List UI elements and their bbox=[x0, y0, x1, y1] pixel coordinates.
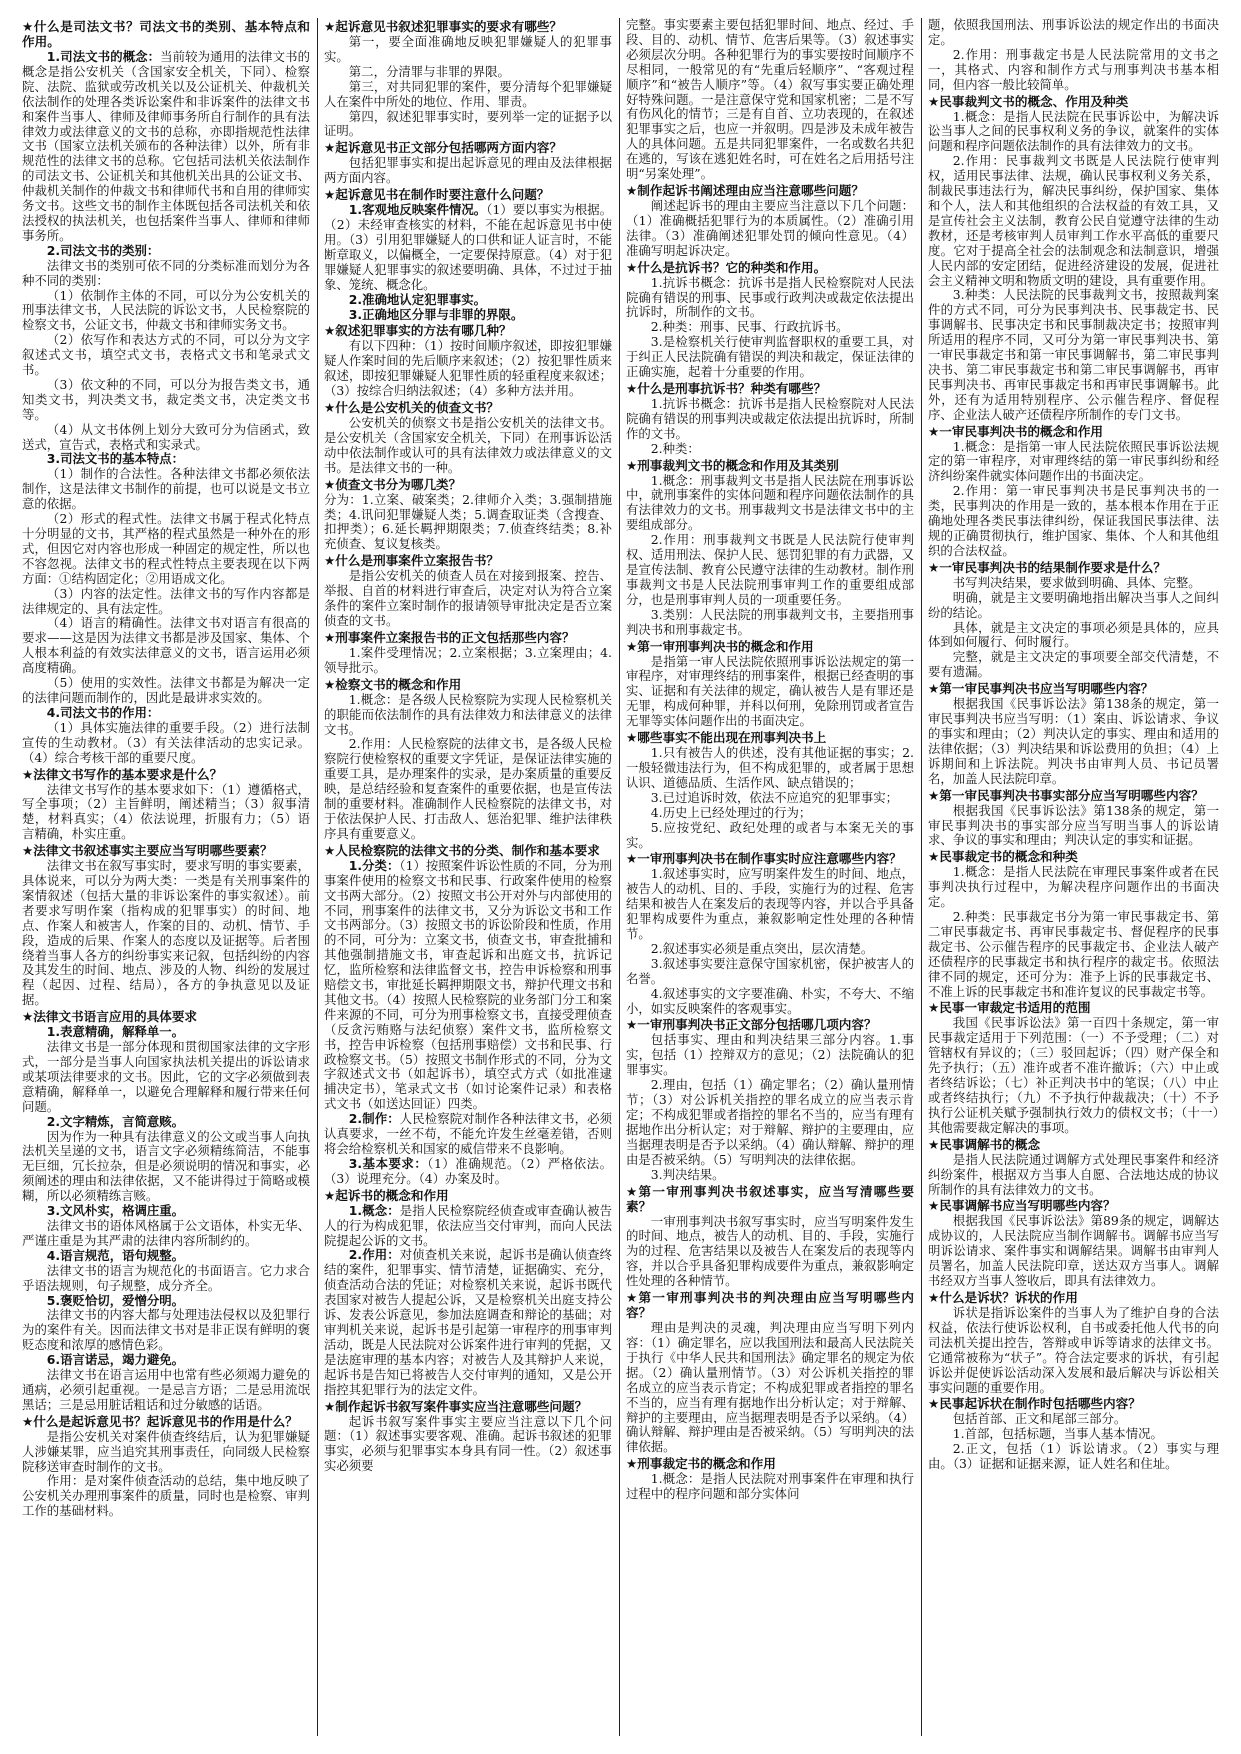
paragraph-text: （3）内容的法定性。法律文书的写作内容都是法律规定的、具有法定性。 bbox=[22, 585, 310, 616]
paragraph-text: 根据我国《民事诉讼法》第138条的规定，第一审民事判决书应当写明：（1）案由、诉讼请求、争议的事实和理由；（2）判决认定的事实、理由和适用的法律依据；（3）判决结果和诉讼费用的负担；（4）上诉期间和上诉法院。判决书由审判人员、书记员署名，加盖人民法院印章。 bbox=[928, 696, 1219, 786]
paragraph-text: 理由是判决的灵魂，判决理由应当写明下列内容：（1）确定罪名，应以我国刑法和最高人民法院关于执行《中华人民共和国刑法》确定罪名的规定为依据。（2）确认量刑情节。（3）对公诉机关指控的罪名成立的应当表示肯定；不构成犯罪或者指控的罪名不当的，应当有理有据地作出分析认定；对于辩解、辩护的主要理由，应当据理表明是否予以采纳。（4）确认辩解、辩护理由是否被采纳。（5）写明判决的法律依据。 bbox=[626, 1320, 914, 1455]
paragraph bbox=[22, 1204, 310, 1219]
heading-text: ★什么是抗诉书？它的种类和作用。 bbox=[626, 259, 827, 275]
paragraph bbox=[928, 804, 1219, 849]
paragraph bbox=[22, 1264, 310, 1294]
heading-text: ★叙述犯罪事实的方法有哪几种？ bbox=[324, 323, 512, 339]
paragraph-text: 明确，就是主文要明确地指出解决当事人之间纠纷的结论。 bbox=[928, 589, 1219, 620]
paragraph-text: （2）形式的程式性。法律文书属于程式化特点十分明显的文书，其严格的程式虽然是一种外在的形式，但因它对内容也形成一种固定的规定性，所以也不容忽视。法律文书的程式性特点主要表现在以下两方面：①结构固定化；②用语成文化。 bbox=[22, 511, 310, 586]
paragraph bbox=[22, 467, 310, 512]
paragraph-text: 人民检察院对制作各种法律文书，必须认真要求，一丝不苟，不能允许发生丝毫差错，否则将会给检察机关和国家的威信带来不良影响。 bbox=[324, 1111, 612, 1156]
heading-text: ★起诉意见书在制作时要注意什么问题？ bbox=[324, 187, 550, 203]
paragraph-text: （1）具体实施法律的重要手段。（2）进行法制宣传的生动教材。（3）有关法律活动的忠实记录。（4）综合考核干部的重要尺度。 bbox=[22, 719, 310, 765]
section-heading bbox=[324, 140, 612, 155]
paragraph-text: （3）依文种的不同，可以分为报告类文书，通知类文书，判决类文书，裁定类文书，决定类文书等。 bbox=[22, 376, 310, 422]
section-heading bbox=[626, 381, 914, 396]
paragraph-text: 3.种类：人民法院的民事裁判文书，按照裁判案件的方式不同，可分为民事判决书、民事裁定书、民事调解书、民事决定书和民事制裁决定书；按照审判所适用的程序不同，又可分为第一审民事判决书、第一审民事裁定书和第一审民事调解书，第二审民事判决书、第二审民事裁定书和第二审民事调解书，再审民事判决书、再审民事裁定书和再审民事调解书。此外，还有为适用特别程序、公示催告程序、督促程序、企业法人破产还债程序所制作的专门文书。 bbox=[928, 287, 1219, 422]
paragraph-text: 包括犯罪事实和提出起诉意见的理由及法律根据两方面内容。 bbox=[324, 155, 612, 186]
paragraph-text: 2.叙述事实必须是重点突出，层次清楚。 bbox=[650, 940, 874, 956]
paragraph-text: 2.作用：第一审民事判决书是民事判决书的一类，民事判决的作用是一致的，基本根本作用在于正确地处理各类民事法律纠纷，保证我国民事法律、法规的正确贯彻执行，维护国家、集体、个人和其他组织的合法权益。 bbox=[928, 483, 1219, 558]
paragraph bbox=[324, 1415, 612, 1475]
column-divider bbox=[317, 18, 318, 1736]
paragraph bbox=[626, 867, 914, 942]
paragraph bbox=[22, 1025, 310, 1040]
heading-text: ★法律文书写作的基本要求是什么？ bbox=[22, 766, 223, 782]
paragraph-text: 2.种类：刑事、民事、行政抗诉书。 bbox=[650, 319, 849, 335]
paragraph bbox=[22, 1130, 310, 1205]
paragraph bbox=[324, 737, 612, 841]
heading-text: ★什么是诉状？诉状的作用 bbox=[928, 1289, 1078, 1305]
paragraph-text: 包括事实、理由和判决结果三部分内容。1.事实，包括（1）控辩双方的意见；（2）法院确认的犯罪事实。 bbox=[626, 1032, 914, 1078]
heading-text: ★法律文书语言应用的具体要求 bbox=[22, 1009, 198, 1025]
paragraph bbox=[626, 1321, 914, 1455]
paragraph-text: 1.首部，包括标题，当事人基本情况。 bbox=[952, 1426, 1163, 1442]
paragraph bbox=[626, 608, 914, 638]
paragraph bbox=[928, 18, 1219, 48]
heading-text: ★民事裁定书的概念和种类 bbox=[928, 849, 1078, 865]
paragraph-text: （4）从文书体例上划分大致可分为信函式，致送式，宣告式，表格式和实录式。 bbox=[22, 421, 310, 452]
subheading: 1.概念： bbox=[348, 1202, 400, 1218]
heading-text: ★一审刑事判决书正文部分包括哪几项内容？ bbox=[626, 1017, 877, 1033]
paragraph bbox=[928, 576, 1219, 591]
paragraph-text: 3.类别：人民法院的刑事裁判文书，主要指刑事判决书和刑事裁定书。 bbox=[626, 606, 914, 637]
paragraph bbox=[324, 493, 612, 553]
paragraph-text: （5）使用的实效性。法律文书都是为解决一定的法律问题而制作的，因此是最讲求实效的。 bbox=[22, 675, 310, 705]
paragraph bbox=[928, 1412, 1219, 1427]
paragraph-text: 法律文书的语体风格属于公文语体，朴实无华、严谨庄重是为其严肃的法律内容所制约的。 bbox=[22, 1217, 310, 1248]
section-heading bbox=[626, 730, 914, 745]
paragraph bbox=[22, 1308, 310, 1353]
paragraph-text: 3.已过追诉时效，依法不应追究的犯罪事实； bbox=[650, 789, 899, 805]
paragraph bbox=[626, 1472, 914, 1502]
heading-text: ★起诉意见书正文部分包括哪两方面内容？ bbox=[324, 140, 562, 156]
paragraph-text: 2.种类： bbox=[650, 440, 700, 456]
paragraph-text: 1.概念：是指人民法院在民事诉讼中，为解决诉讼当事人之间的民事权利义务的争议，就案件的实体问题和程序问题依法制作的具有法律效力的文书。 bbox=[928, 108, 1219, 154]
subheading: 2.作用： bbox=[348, 1247, 400, 1263]
paragraph-text: 根据我国《民事诉讼法》第138条的规定，第一审民事判决书的事实部分应当写明当事人的诉讼请求、争议的事实和理由；判决认定的事实和证据。 bbox=[928, 802, 1219, 848]
paragraph bbox=[324, 416, 612, 476]
heading-text: ★起诉书的概念和作用 bbox=[324, 1187, 449, 1203]
section-heading bbox=[928, 560, 1219, 575]
paragraph-text: 第二，分清罪与非罪的界限。 bbox=[348, 63, 510, 79]
paragraph bbox=[22, 244, 310, 259]
paragraph-text: 是指人民法院通过调解方式处理民事案件和经济纠纷案件，根据双方当事人自愿、合法地达成的协议所制作的具有法律效力的文书。 bbox=[928, 1151, 1219, 1197]
paragraph bbox=[22, 706, 310, 721]
paragraph bbox=[626, 474, 914, 534]
section-heading bbox=[324, 400, 612, 415]
section-heading bbox=[928, 681, 1219, 696]
paragraph bbox=[324, 1204, 612, 1249]
paragraph-text: 法律文书是一部分体现和贯彻国家法律的文字形式，一部分是当事人向国家执法机关提出的诉讼请求或某项法律要求的文书。因此，它的文字必须做到表意精确，解释单一，以避免合理解释和履行带来任何问题。 bbox=[22, 1039, 310, 1114]
paragraph-text: 3.叙述事实要注意保守国家机密，保护被害人的名誉。 bbox=[626, 955, 914, 986]
paragraph-text: （2）依写作和表达方式的不同，可以分为文字叙述式文书，填空式文书，表格式文书和笔录式文书。 bbox=[22, 332, 310, 378]
paragraph bbox=[22, 333, 310, 378]
paragraph-text: 法律文书的内容大都与处理违法侵权以及犯罪行为的案件有关。因而法律文书对是非正误有鲜明的褒贬态度和浓厚的感情色彩。 bbox=[22, 1307, 310, 1353]
paragraph-text: 2.作用：刑事裁判文书既是人民法院行使审判权、适用刑法、保护人民、惩罚犯罪的有力武器，又是宣传法制、教育公民遵守法律的生动教材。制作刑事裁判文书是人民法院刑事审判工作的重要组成部分，也是刑事审判人员的一项重要任务。 bbox=[626, 532, 914, 607]
paragraph-text: 起诉书叙写案件事实主要应当注意以下几个问题：（1）叙述事实要客观、准确。起诉书叙述的犯罪事实，必须与犯罪事实本身具有同一性。（2）叙述事实必须要 bbox=[324, 1413, 612, 1474]
paragraph-text: （1）制作的合法性。各种法律文书都必须依法制作，这是法律文书制作的前提，也可以说是文书立意的依据。 bbox=[22, 466, 310, 512]
paragraph bbox=[626, 397, 914, 442]
subheading: 3.基本要求： bbox=[348, 1155, 428, 1171]
section-heading bbox=[22, 1009, 310, 1024]
paragraph bbox=[22, 616, 310, 676]
paragraph bbox=[928, 288, 1219, 422]
paragraph-text: 1.抗诉书概念：抗诉书是指人民检察院对人民法院确有错误的刑事判决或裁定依法提出抗诉时，所制作的文书。 bbox=[626, 395, 914, 441]
section-heading bbox=[626, 851, 914, 866]
paragraph-text: 2.作用：民事裁判文书既是人民法院行使审判权，适用民事法律、法规，确认民事权利义务关系，制裁民事违法行为，解决民事纠纷，保护国家、集体和个人，法人和其他组织的合法权益的有效工具，又是宣传社会主义法制，教育公民自觉遵守法律的生动教材，还是考核审判人员审判工作水平高低的重要尺度。它对于提高全社会的法制观念和法制意识，增强人民内部的安定团结，促进经济建设的发展，促进社会主义精神文明和物质文明的建设，具有重要作用。 bbox=[928, 153, 1219, 288]
column-divider bbox=[619, 18, 620, 1736]
paragraph-text: （1）准确规范。（2）严格依法。（3）说理充分。（4）办案及时。 bbox=[324, 1155, 612, 1186]
subheading: 2.制作： bbox=[348, 1111, 400, 1127]
column-divider bbox=[921, 18, 922, 1736]
paragraph bbox=[626, 18, 914, 182]
heading-text: ★制作起诉书叙写案件事实应当注意哪些问题？ bbox=[324, 1398, 588, 1414]
heading-text: ★民事裁判文书的概念、作用及种类 bbox=[928, 93, 1129, 109]
section-heading bbox=[324, 477, 612, 492]
column-3 bbox=[626, 18, 914, 1736]
paragraph bbox=[324, 693, 612, 738]
paragraph bbox=[22, 1353, 310, 1368]
paragraph bbox=[626, 791, 914, 806]
heading-text: ★起诉意见书叙述犯罪事实的要求有哪些？ bbox=[324, 19, 562, 34]
paragraph-text: 因为作为一种具有法律意义的公文或当事人向执法机关呈递的文书，语言文字必须精练简洁，不能事无巨细，冗长拉杂，但是必须说明的情况和事实，必须阐述的理由和法律依据，又不能讲得过于简略或模糊，所以必须精练言赅。 bbox=[22, 1128, 310, 1204]
paragraph bbox=[324, 65, 612, 80]
section-heading bbox=[324, 553, 612, 568]
section-heading bbox=[324, 630, 612, 645]
paragraph bbox=[928, 110, 1219, 155]
paragraph-text: 是指第一审人民法院依照刑事诉讼法规定的第一审程序，对审理终结的刑事案件，根据已经查明的事实、证据和有关法律的规定，确认被告人是有罪还是无罪，构成何种罪，并科以何刑，免除刑罚或者宣告无罪等实体问题作出的书面决定。 bbox=[626, 653, 914, 729]
paragraph-text: 3.判决结果。 bbox=[650, 1166, 725, 1182]
column-1 bbox=[22, 18, 310, 1736]
paragraph bbox=[324, 569, 612, 629]
paragraph bbox=[22, 1430, 310, 1475]
paragraph-text: 2.种类：民事裁定书分为第一审民事裁定书、第二审民事裁定书、再审民事裁定书、督促程序的民事裁定书、公示催告程序的民事裁定书、企业法人破产还债程序的民事裁定书和执行程序的裁定书。依照法律不同的规定，还可分为：准予上诉的民事裁定书、不准上诉的民事裁定书和准许复议的民事裁定书等。 bbox=[928, 909, 1219, 999]
subheading: 2.司法文书的类别： bbox=[46, 242, 160, 258]
paragraph-text: （1）依制作主体的不同，可以分为公安机关的刑事法律文书，人民法院的诉讼文书，人民检察院的检察文书，公证文书，仲裁文书和律师实务文书。 bbox=[22, 287, 310, 333]
paragraph-text: 法律文书的类别可依不同的分类标准而划分为各种不同的类别： bbox=[22, 257, 310, 288]
heading-text: ★民事调解书的概念 bbox=[928, 1136, 1041, 1152]
paragraph-text: 1.抗诉书概念：抗诉书是指人民检察院对人民法院确有错误的刑事、民事或行政判决或裁定依法提出抗诉时，所制作的文书。 bbox=[626, 274, 914, 320]
heading-text: ★什么是公安机关的侦查文书？ bbox=[324, 400, 500, 416]
paragraph-text: （1）要以事实为根据。（2）未经审查核实的材料，不能在起诉意见书中使用。（3）引用犯罪嫌疑人的口供和证人证言时，不能断章取义，以偏概全，一定要保持原意。（4）对于犯罪嫌疑人犯罪事实的叙述要明确、具体，不过过于抽象、笼统、概念化。 bbox=[324, 202, 612, 292]
heading-text: ★民事起诉状在制作时包括哪些内容？ bbox=[928, 1396, 1141, 1412]
heading-text: ★什么是司法文书？司法文书的类别、基本特点和作用。 bbox=[22, 19, 310, 49]
section-heading bbox=[22, 767, 310, 782]
paragraph bbox=[928, 1153, 1219, 1198]
paragraph bbox=[22, 676, 310, 706]
paragraph-text: 1.概念：是各级人民检察院为实现人民检察机关的职能而依法制作的具有法律效力和法律意义的法律文书。 bbox=[324, 691, 612, 737]
subheading: 1.表意精确，解释单一。 bbox=[46, 1024, 185, 1040]
section-heading bbox=[324, 843, 612, 858]
paragraph-text: 4.叙述事实的文字要准确、朴实，不夸大、不缩小，如实反映案件的客观事实。 bbox=[626, 985, 914, 1016]
paragraph bbox=[22, 1368, 310, 1413]
paragraph-text: 法律文书的语言为规范化的书面语言。它力求合乎语法规则，句子规整，成分齐全。 bbox=[22, 1262, 310, 1293]
heading-text: ★第一审民事判决书事实部分应当写明哪些内容？ bbox=[928, 787, 1204, 803]
paragraph bbox=[22, 1040, 310, 1115]
paragraph-text: 法律文书在语言运用中也常有些必须竭力避免的通病，必须引起重视。一是忌言方语；二是忌用流氓黑话；三是忌用脏话粗话和过分敏感的话语。 bbox=[22, 1367, 310, 1412]
paragraph bbox=[626, 1078, 914, 1167]
section-heading bbox=[22, 19, 310, 49]
paragraph-text: 第一，要全面准确地反映犯罪嫌疑人的犯罪事实。 bbox=[324, 34, 612, 64]
paragraph bbox=[324, 1248, 612, 1397]
paragraph-text: 包括首部、正文和尾部三部分。 bbox=[952, 1411, 1127, 1427]
heading-text: ★检察文书的概念和作用 bbox=[324, 676, 462, 692]
paragraph bbox=[928, 440, 1219, 485]
paragraph bbox=[22, 721, 310, 766]
paragraph-text: 1.概念：是指第一审人民法院依照民事诉讼法规定的第一审程序，对审理终结的第一审民事纠纷和经济纠纷案件就实体问题作出的书面决定。 bbox=[928, 438, 1219, 484]
paragraph-text: 有以下四种：（1）按时间顺序叙述，即按犯罪嫌疑人作案时间的先后顺序来叙述；（2）按犯罪性质来叙述，即按犯罪嫌疑人犯罪性质的轻重程度来叙述；（3）按综合归纳法叙述；（4）多种方法并用。 bbox=[324, 338, 612, 399]
paragraph-text: 完整，就是主文决定的事项要全部交代清楚，不要有遗漏。 bbox=[928, 649, 1219, 680]
paragraph bbox=[626, 746, 914, 791]
paragraph-text: 1.案件受理情况；2.立案根据；3.立案理由；4.领导批示。 bbox=[324, 644, 612, 675]
paragraph bbox=[928, 621, 1219, 651]
paragraph bbox=[324, 646, 612, 676]
heading-text: ★一审民事判决书的结果制作要求是什么？ bbox=[928, 559, 1166, 575]
paragraph-text: 1.概念：是指人民法院对刑事案件在审理和执行过程中的程序问题和部分实体问 bbox=[626, 1471, 914, 1502]
paragraph-text: 公安机关的侦察文书是指公安机关的法律文书。是公安机关（含国家安全机关，下同）在刑事诉讼活动中依法制作或认可的具有法律效力或法律意义的文书。是法律文书的一种。 bbox=[324, 415, 612, 475]
paragraph bbox=[626, 806, 914, 821]
paragraph bbox=[626, 1168, 914, 1183]
heading-text: ★刑事裁定书的概念和作用 bbox=[626, 1456, 776, 1472]
section-heading bbox=[324, 677, 612, 692]
subheading: 3.文风朴实，格调庄重。 bbox=[46, 1203, 185, 1219]
subheading: 3.司法文书的基本特点： bbox=[46, 451, 185, 467]
paragraph bbox=[928, 591, 1219, 621]
paragraph-text: 2.理由，包括（1）确定罪名；（2）确认量刑情节；（3）对公诉机关指控的罪名成立的应当表示肯定；不构成犯罪或者指控的罪名不当的，应当有理有据地作出分析认定；对于辩解、辩护的主要理由，应当据理表明是否予以采纳。（4）确认辩解、辩护的理由是否被采纳。（5）写明判决的法律依据。 bbox=[626, 1077, 914, 1167]
paragraph bbox=[626, 276, 914, 321]
heading-text: ★民事一审裁定书适用的范围 bbox=[928, 1000, 1091, 1016]
paragraph bbox=[324, 80, 612, 110]
section-heading bbox=[626, 1017, 914, 1032]
paragraph bbox=[626, 320, 914, 335]
section-heading bbox=[928, 849, 1219, 864]
paragraph-text: 完整。事实要素主要包括犯罪时间、地点、经过、手段、目的、动机、情节、危害后果等。（3）叙述事实必须层次分明。各种犯罪行为的事实要按时间顺序不尽相同，一般常见的有“先重后轻顺序”、“客观过程顺序”和“被告人顺序”等。（4）叙写事实要正确处理好特殊问题。一是注意保守党和国家机密；二是不写有伤风化的情节；三是有自首、立功表现的，在叙述犯罪事实之后，也应一并叙明。四是涉及未成年被告人的具体问题。五是共同犯罪案件，一名或数名共犯在逃的，写该在逃犯姓名时，可在姓名之后用括号注明“另案处理”。 bbox=[626, 18, 914, 182]
paragraph-text: 分为：1.立案、破案类；2.律师介入类；3.强制措施类；4.讯问犯罪嫌疑人类；5.调查取证类（含搜查、扣押类）；6.延长羁押期限类；7.侦查终结类；8.补充侦查、复议复核类。 bbox=[324, 491, 612, 552]
paragraph bbox=[626, 199, 914, 259]
heading-text: ★刑事裁判文书的概念和作用及其类别 bbox=[626, 457, 839, 473]
section-heading bbox=[626, 183, 914, 198]
section-heading bbox=[928, 788, 1219, 803]
heading-text: ★刑事案件立案报告书的正文包括那些内容？ bbox=[324, 629, 575, 645]
paragraph bbox=[626, 821, 914, 851]
section-heading bbox=[626, 1184, 914, 1214]
paragraph-text: 作用：是对案件侦查活动的总结，集中地反映了公安机关办理刑事案件的质量，同时也是检察、审判工作的基础材料。 bbox=[22, 1473, 310, 1519]
section-heading bbox=[928, 1198, 1219, 1213]
paragraph bbox=[928, 48, 1219, 93]
subheading: 1.客观地反映案件情况。 bbox=[348, 202, 487, 218]
paragraph bbox=[626, 533, 914, 608]
paragraph-text: 根据我国《民事诉讼法》第89条的规定，调解达成协议的，人民法院应当制作调解书。调解书应当写明诉讼请求、案件事实和调解结果。调解书由审判人员署名，加盖人民法院印章，送达双方当事人。调解书经双方当事人签收后，即具有法律效力。 bbox=[928, 1213, 1219, 1289]
paragraph bbox=[928, 1016, 1219, 1135]
heading-text: ★法律文书叙述事实主要应当写明哪些要素？ bbox=[22, 843, 273, 859]
paragraph bbox=[928, 1214, 1219, 1289]
paragraph bbox=[626, 442, 914, 457]
paragraph-text: 第三，对共同犯罪的案件，要分清每个犯罪嫌疑人在案件中所处的地位、作用、罪责。 bbox=[324, 78, 612, 109]
paragraph-text: 法律文书在叙写事实时，要求写明的事实要素，具体说来，可以分为两大类：一类是有关刑事案件的案情叙述（包括大量的非诉讼案件的事实叙述）。前者要求写明作案（指构成的犯罪事实）的时间、地点、作案人和被害人，作案的目的、动机、情节、手段，造成的后果、作案人的态度以及证据等。后者围绕着当事人各方的纠纷事实来记叙，包括纠纷的内容及其发生的时间、地点、涉及的人物、纠纷的发展过程（起因、过程、结局），各方的争执意见以及证据。 bbox=[22, 858, 310, 1008]
subheading: 6.语言诺忌，竭力避免。 bbox=[46, 1352, 185, 1368]
paragraph-text: 是指人民检察院经侦查或审查确认被告人的行为构成犯罪，依法应当交付审判，而向人民法院提起公诉的文书。 bbox=[324, 1202, 612, 1248]
paragraph bbox=[928, 650, 1219, 680]
heading-text: ★侦查文书分为哪几类？ bbox=[324, 476, 462, 492]
subheading: 5.褒贬恰切，爱憎分明。 bbox=[46, 1292, 185, 1308]
paragraph-text: 1.概念：刑事裁判文书是指人民法院在刑事诉讼中，就刑事案件的实体问题和程序问题依法制作的具有法律效力的文书。刑事裁判文书是法律文书中的主要组成部分。 bbox=[626, 472, 914, 533]
paragraph bbox=[22, 1219, 310, 1249]
paragraph bbox=[22, 50, 310, 244]
section-heading bbox=[626, 639, 914, 654]
heading-text: ★第一审民事判决书应当写明哪些内容？ bbox=[928, 681, 1154, 697]
heading-text: ★什么是刑事抗诉书？种类有哪些？ bbox=[626, 380, 827, 396]
paragraph bbox=[928, 865, 1219, 910]
heading-text: ★人民检察院的法律文书的分类、制作和基本要求 bbox=[324, 842, 600, 858]
heading-text: ★什么是起诉意见书？起诉意见书的作用是什么？ bbox=[22, 1413, 298, 1429]
paragraph bbox=[324, 308, 612, 323]
subheading: 4.司法文书的作用： bbox=[46, 704, 160, 720]
paragraph-text: 4.历史上已经处理过的行为； bbox=[650, 804, 812, 820]
section-heading bbox=[324, 19, 612, 34]
section-heading bbox=[928, 1290, 1219, 1305]
heading-text: ★什么是刑事案件立案报告书？ bbox=[324, 553, 500, 569]
section-heading bbox=[626, 260, 914, 275]
heading-text: ★一审刑事判决书在制作事实时应注意哪些内容？ bbox=[626, 851, 902, 867]
heading-text: ★制作起诉书阐述理由应当注意哪些问题？ bbox=[626, 182, 864, 198]
paragraph bbox=[22, 859, 310, 1008]
section-heading bbox=[22, 1414, 310, 1429]
paragraph bbox=[22, 587, 310, 617]
heading-text: ★第一审刑事判决书的判决理由应当写明哪些内容？ bbox=[626, 1290, 914, 1321]
column-4 bbox=[928, 18, 1219, 1736]
section-heading bbox=[324, 323, 612, 338]
paragraph bbox=[324, 203, 612, 292]
paragraph bbox=[22, 378, 310, 423]
paragraph bbox=[22, 423, 310, 453]
paragraph-text: 法律文书写作的基本要求如下：（1）遵循格式，写全事项；（2）主旨鲜明，阐述精当；（3）叙事清楚，材料真实；（4）依法说理，折服有力；（5）语言精确，朴实庄重。 bbox=[22, 781, 310, 842]
section-heading bbox=[324, 1399, 612, 1414]
paragraph-text: 是指公安机关的侦查人员在对接到报案、控告、举报、自首的材料进行审查后，决定对认为符合立案条件的案件立案时制作的报请领导审批决定是否立案侦查的文书。 bbox=[324, 568, 612, 628]
section-heading bbox=[324, 187, 612, 202]
paragraph bbox=[324, 1157, 612, 1187]
paragraph bbox=[928, 910, 1219, 999]
heading-text: ★第一审刑事判决书叙述事实，应当写清哪些要素？ bbox=[626, 1183, 914, 1214]
paragraph-text: 我国《民事诉讼法》第一百四十条规定，第一审民事裁定适用于下列范围：（一）不予受理；（二）对管辖权有异议的；（三）驳回起诉；（四）财产保全和先予执行；（五）准许或者不准许撤诉；（六）中止或者终结诉讼；（七）补正判决书中的笔误；（八）中止或者终结执行；（九）不予执行仲裁裁决；（十）不予执行公证机关赋予强制执行效力的债权文书；（十一）其他需要裁定解决的事项。 bbox=[928, 1015, 1219, 1135]
paragraph-text: 3.是检察机关行使审判监督职权的重要工具，对于纠正人民法院确有错误的判决和裁定，保证法律的正确实施，起着十分重要的作用。 bbox=[626, 334, 914, 380]
paragraph bbox=[22, 1115, 310, 1130]
heading-text: ★第一审刑事判决书的概念和作用 bbox=[626, 638, 814, 654]
section-heading bbox=[22, 843, 310, 858]
paragraph-text: 2.作用：人民检察院的法律文书，是各级人民检察院行使检察权的重要文字凭证，是保证法律实施的重要工具，是办理案件的实录，是办案质量的重要反映，是总结经验和复查案件的重要依据，也是宣传法制的重要材料。准确制作人民检察院的法律文书，对于依法保护人民、打击敌人、惩治犯罪、维护法律秩序具有重要意义。 bbox=[324, 736, 612, 841]
paragraph bbox=[928, 154, 1219, 288]
paragraph bbox=[22, 289, 310, 334]
paragraph-text: 2.正文，包括（1）诉讼请求。（2）事实与理由。（3）证据和证据来源，证人姓名和住址。 bbox=[928, 1441, 1219, 1472]
section-heading bbox=[324, 1188, 612, 1203]
paragraph-text: 一审刑事判决书叙写事实时，应当写明案件发生的时间、地点，被告人的动机、目的、手段，实施行为的过程、危害结果以及被告人在案发后的表现等内容，并以合乎具备犯罪构成要件为重点，兼叙影响定性处理的各种情节。 bbox=[626, 1213, 914, 1289]
paragraph bbox=[626, 1215, 914, 1290]
paragraph bbox=[626, 1033, 914, 1078]
paragraph bbox=[22, 259, 310, 289]
document-page bbox=[22, 18, 1219, 1736]
paragraph bbox=[22, 512, 310, 587]
paragraph bbox=[626, 655, 914, 730]
paragraph-text: 对侦查机关来说，起诉书是确认侦查终结的案件，犯罪事实、情节清楚，证据确实、充分，侦查活动合法的凭证；对检察机关来说，起诉书既代表国家对被告人提起公诉，又是检察机关出庭支持公诉、发表公诉意见，参加法庭调查和辩论的基础；对审判机关来说，起诉书是引起第一审程序的刑事审判活动，既是人民法院对公诉案件进行审判的凭据，又是法庭审理的基本内容；对被告人及其辩护人来说，起诉书是告知已将被告人交付审判的通知，又是公开指控其犯罪行为的法定文件。 bbox=[324, 1247, 612, 1397]
heading-text: ★哪些事实不能出现在刑事判决书上 bbox=[626, 730, 827, 746]
paragraph-text: 题，依照我国刑法、刑事诉讼法的规定作出的书面决定。 bbox=[928, 18, 1219, 47]
paragraph bbox=[928, 484, 1219, 559]
column-2 bbox=[324, 18, 612, 1736]
paragraph bbox=[22, 1249, 310, 1264]
paragraph-text: （1）按照案件诉讼性质的不同，分为刑事案件使用的检察文书和民事、行政案件使用的检察文书两大部分。（2）按照文书公开对外与内部使用的不同，刑事案件的法律文书，又分为诉讼文书和工作文书两部分。（3）按照文书的诉讼阶段和性质，作用的不同，可分为：立案文书，侦查文书，审查批捕和其他强制措施文书，审查起诉和出庭文书，抗诉记忆，监所检察和法律监督文书，控告申诉检察和刑事赔偿文书，审批延长羁押期限文书，辩护代理文书和其他文书。（4）按照人民检察院的业务部门分工和案件来源的不同，可分为刑事检察文书，直接受理侦查（反贪污贿赂与法纪侦察）案件文书，监所检察文书，控告申诉检察（包括刑事赔偿）文书和民事、行政检察文书。（5）按照文书制作形式的不同，分为文字叙述式文书（如起诉书），填空式方式（如批准逮捕决定书），笔录式文书（如讨论案件记录）和表格式文书（如送达回证）四类。 bbox=[324, 857, 612, 1112]
paragraph-text: （4）语言的精确性。法律文书对语言有很高的要求——这是因为法律文书都是涉及国家、集体、个人根本利益的有效实法律意义的文书，语言运用必须高度精确。 bbox=[22, 615, 310, 676]
paragraph bbox=[626, 942, 914, 957]
section-heading bbox=[928, 94, 1219, 109]
paragraph-text: 2.作用：刑事裁定书是人民法院常用的文书之一，其格式、内容和制作方式与刑事判决书基本相同，但内容一般比较简单。 bbox=[928, 46, 1219, 92]
paragraph bbox=[22, 1294, 310, 1309]
subheading: 4.语言规范，语句规整。 bbox=[46, 1247, 185, 1263]
subheading: 2.文字精炼，言简意赅。 bbox=[46, 1113, 185, 1129]
paragraph-text: 阐述起诉书的理由主要应当注意以下几个问题：（1）准确概括犯罪行为的本质属性。（2）准确引用法律。（3）准确阐述犯罪处罚的倾向性意见。（4）准确写明起诉决定。 bbox=[626, 197, 914, 258]
paragraph bbox=[324, 110, 612, 140]
section-heading bbox=[626, 458, 914, 473]
paragraph bbox=[324, 859, 612, 1112]
paragraph-text: 当前较为通用的法律文书的概念是指公安机关（含国家安全机关，下同）、检察院、法院、监狱或劳改机关以及公证机关、仲裁机关依法制作的处理各类诉讼案件和非诉案件的法律文书和案件当事人、律师及律师事务所自行制作的具有法律效力或法律意义的文书的总称，亦即指规范性法律文书（国家立法机关颁布的各种法律）以外，所有非规范性的法律文书的总称。它包括司法机关依法制作的司法文书、公证机关和其他机关出具的公证文书、仲裁机关制作的仲裁文书和律师代书和自用的律师实务文书。这些文书的制作主体既包括各司法机关和依法授权的执法机关，也包括案件当事人、律师和律师事务所。 bbox=[22, 49, 310, 243]
subheading: 2.准确地认定犯罪事实。 bbox=[348, 291, 487, 307]
paragraph-text: 第四，叙述犯罪事实时，要列举一定的证据予以证明。 bbox=[324, 108, 612, 139]
subheading: 3.正确地区分罪与非罪的界限。 bbox=[348, 306, 524, 322]
paragraph bbox=[626, 957, 914, 987]
paragraph-text: 1.只有被告人的供述，没有其他证据的事实；2.一般轻微违法行为，但不构成犯罪的，或者属于思想认识、道德品质、生活作风、缺点错误的； bbox=[626, 745, 914, 790]
paragraph bbox=[928, 697, 1219, 786]
paragraph bbox=[324, 35, 612, 65]
paragraph-text: 具体，就是主文决定的事项必须是具体的，应具体到如何履行、何时履行。 bbox=[928, 619, 1219, 650]
heading-text: ★一审民事判决书的概念和作用 bbox=[928, 423, 1104, 439]
heading-text: ★民事调解书应当写明哪些内容？ bbox=[928, 1198, 1116, 1214]
section-heading bbox=[626, 1456, 914, 1471]
section-heading bbox=[928, 1000, 1219, 1015]
paragraph-text: 5.应按党纪、政纪处理的或者与本案无关的事实。 bbox=[626, 819, 914, 850]
paragraph bbox=[22, 1474, 310, 1519]
paragraph bbox=[22, 783, 310, 843]
paragraph bbox=[324, 293, 612, 308]
paragraph bbox=[324, 339, 612, 399]
section-heading bbox=[928, 424, 1219, 439]
paragraph bbox=[928, 1442, 1219, 1472]
paragraph-text: 是指公安机关对案件侦查终结后，认为犯罪嫌疑人涉嫌某罪，应当追究其刑事责任，向同级人民检察院移送审查时制作的文书。 bbox=[22, 1428, 310, 1474]
paragraph bbox=[324, 1112, 612, 1157]
section-heading bbox=[928, 1396, 1219, 1411]
paragraph bbox=[928, 1427, 1219, 1442]
subheading: 1.分类： bbox=[348, 857, 400, 873]
paragraph-text: 诉状是指诉讼案件的当事人为了维护自身的合法权益，依法行使诉讼权利，自书或委托他人代书的向司法机关提出控告，答辩或申诉等请求的法律文书。它通常被称为“状子”。符合法定要求的诉状，有引起诉讼并促使诉讼活动深入发展和最后解决与诉讼相关事实问题的重要作用。 bbox=[928, 1304, 1219, 1395]
paragraph bbox=[928, 1306, 1219, 1395]
paragraph-text: 1.概念：是指人民法院在审理民事案件或者在民事判决执行过程中，为解决程序问题作出的书面决定。 bbox=[928, 864, 1219, 910]
paragraph bbox=[324, 156, 612, 186]
paragraph bbox=[22, 452, 310, 467]
paragraph bbox=[626, 987, 914, 1017]
paragraph bbox=[626, 335, 914, 380]
section-heading bbox=[928, 1137, 1219, 1152]
subheading: 1.司法文书的概念： bbox=[46, 49, 161, 64]
paragraph-text: 书写判决结果，要求做到明确、具体、完整。 bbox=[952, 574, 1201, 590]
paragraph-text: 1.叙述事实时，应写明案件发生的时间、地点，被告人的动机、目的、手段，实施行为的过程、危害结果和被告人在案发后的表现等内容，并以合乎具备犯罪构成要件为重点，兼叙影响定性处理的各种情节。 bbox=[626, 866, 914, 942]
section-heading bbox=[626, 1290, 914, 1320]
